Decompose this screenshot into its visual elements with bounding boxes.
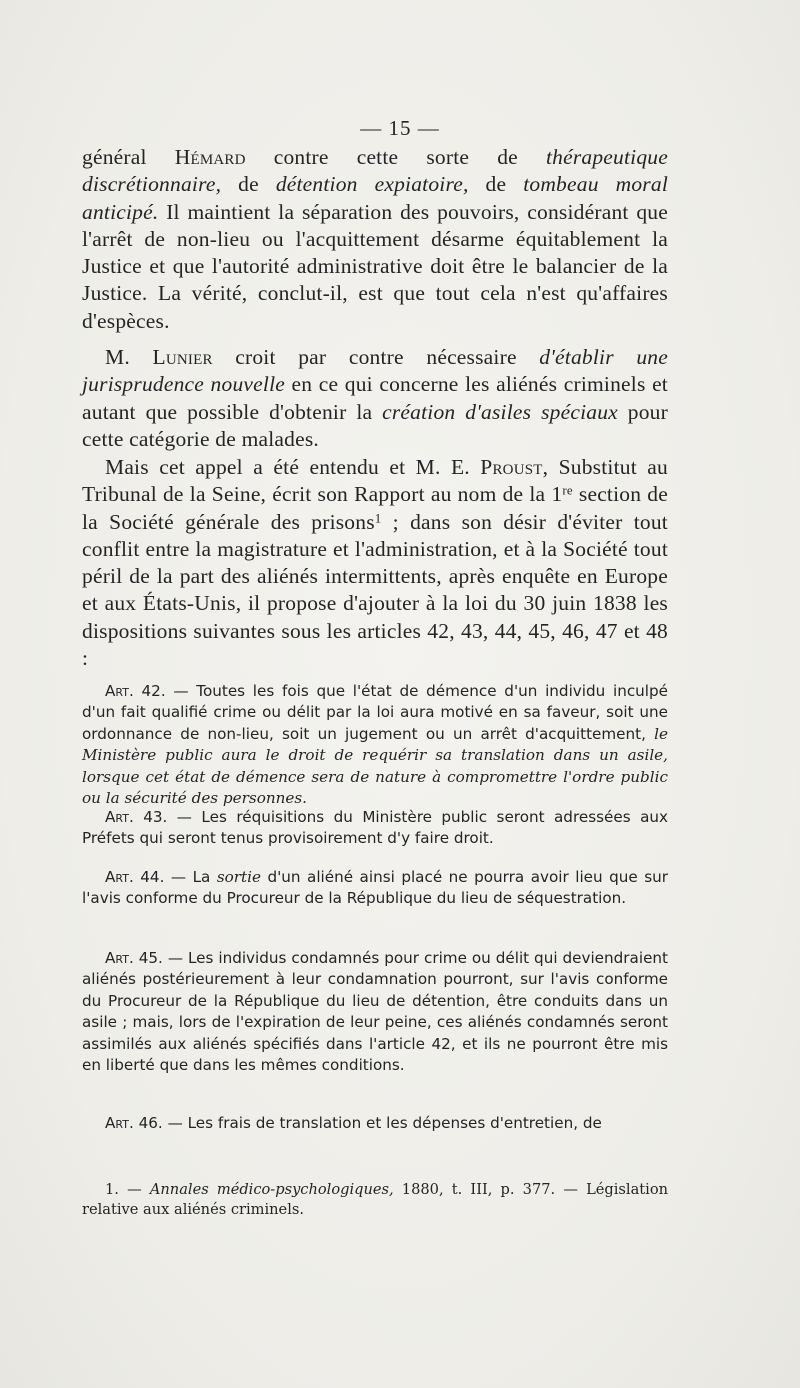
italic-text: thérapeutique discrétionnaire,: [82, 145, 668, 197]
article-45: [82, 948, 668, 1076]
text: 45. — Les individus condamnés pour crime ou délit qui deviendraient aliénés postérieurement à leur condamnation pourront, sur l'avis conforme du Procureur de la République du lieu de détention, être conduits dans un asile ; mais, lors de l'expiration de leur peine, ces aliénés condamnés seront assimilés aux aliénés spécifiés dans l'article 42, et ils ne pourront être mis en liberté que dans les mêmes conditions.: [82, 949, 668, 1075]
text: de: [221, 172, 276, 197]
italic-text: d'établir une jurisprudence nouvelle: [82, 345, 669, 397]
article-46: [82, 1113, 668, 1134]
author-name: Hémard: [174, 145, 246, 169]
text: 43. — Les réquisitions du Ministère public seront adressées aux Préfets qui seront tenus provisoirement d'y faire droit.: [82, 808, 668, 848]
page-number: — 15 —: [360, 116, 440, 140]
text: contre cette sorte de: [245, 145, 546, 169]
italic-text: sortie: [216, 868, 261, 886]
text: d'un aliéné ainsi placé ne pourra avoir lieu que sur l'avis conforme du Procureur de la République du lieu de séquestration.: [82, 868, 668, 908]
text: Mais cet appel a été entendu et M. E.: [105, 455, 481, 479]
italic-text: création d'asiles spéciaux: [382, 399, 618, 424]
paragraph-proust: [82, 454, 668, 672]
article-label: Art.: [105, 682, 134, 700]
text: 46. — Les frais de translation et les dépenses d'entretien, de: [133, 1114, 602, 1132]
footnote-ref: 1: [374, 511, 382, 526]
paragraph-hemard: [82, 144, 668, 335]
text: pour cette catégorie de malades.: [82, 399, 668, 451]
article-label: Art.: [105, 1114, 134, 1132]
italic-text: Annales médico-psychologiques,: [149, 1181, 394, 1198]
italic-text: détention expiatoire,: [275, 172, 469, 197]
article-43: [82, 807, 668, 850]
text: 44. — La: [133, 868, 217, 886]
article-label: Art.: [105, 808, 134, 826]
text: 1. —: [105, 1181, 150, 1198]
article-label: Art.: [105, 949, 134, 967]
text: croit par contre nécessaire: [212, 345, 540, 369]
italic-text: le Ministère public aura le droit de requérir sa translation dans un asile, lorsque cet état de démence sera de nature à compromettre l'ordre public ou la sécurité des personnes.: [82, 724, 668, 808]
text: de: [468, 172, 524, 197]
text: en ce qui concerne les aliénés criminels et autant que possible d'obtenir la: [82, 372, 668, 424]
text: , Substitut au Tribunal de la Seine, écrit son Rapport au nom de la 1: [82, 455, 668, 507]
text: général: [82, 145, 175, 169]
text: Il maintient la séparation des pouvoirs, considérant que l'arrêt de non-lieu ou l'acquittement désarme équitablement la Justice et que l'autorité administrative doit être le balancier de la Justice. La vérité, conclut-il, est que tout cela n'est qu'affaires d'espèces.: [82, 199, 668, 333]
footnote: [82, 1180, 668, 1219]
paragraph-lunier: [82, 344, 668, 453]
text: ; dans son désir d'éviter tout conflit entre la magistrature et l'administration, et à la Société tout péril de la part des aliénés intermittents, après enquête en Europe et aux États-Unis, il propose d'ajouter à la loi du 30 juin 1838 les dispositions suivantes sous les articles 42, 43, 44, 45, 46, 47 et 48 :: [82, 509, 668, 671]
article-label: Art.: [105, 868, 134, 886]
author-name: Proust: [480, 455, 543, 479]
italic-text: tombeau moral anticipé.: [82, 172, 668, 224]
article-42: [82, 681, 668, 809]
text: M.: [105, 345, 153, 369]
text: section de la Société générale des prisons: [82, 482, 668, 534]
text: 1880, t. III, p. 377. — Législation relative aux aliénés criminels.: [82, 1181, 669, 1218]
superscript: re: [562, 483, 573, 498]
text: 42. — Toutes les fois que l'état de démence d'un individu inculpé d'un fait qualifié crime ou délit par la loi aura motivé en sa faveur, soit une ordonnance de non-lieu, soit un jugement ou un arrêt d'acquittement,: [82, 682, 668, 743]
author-name: Lunier: [152, 345, 213, 369]
article-44: [82, 867, 668, 910]
